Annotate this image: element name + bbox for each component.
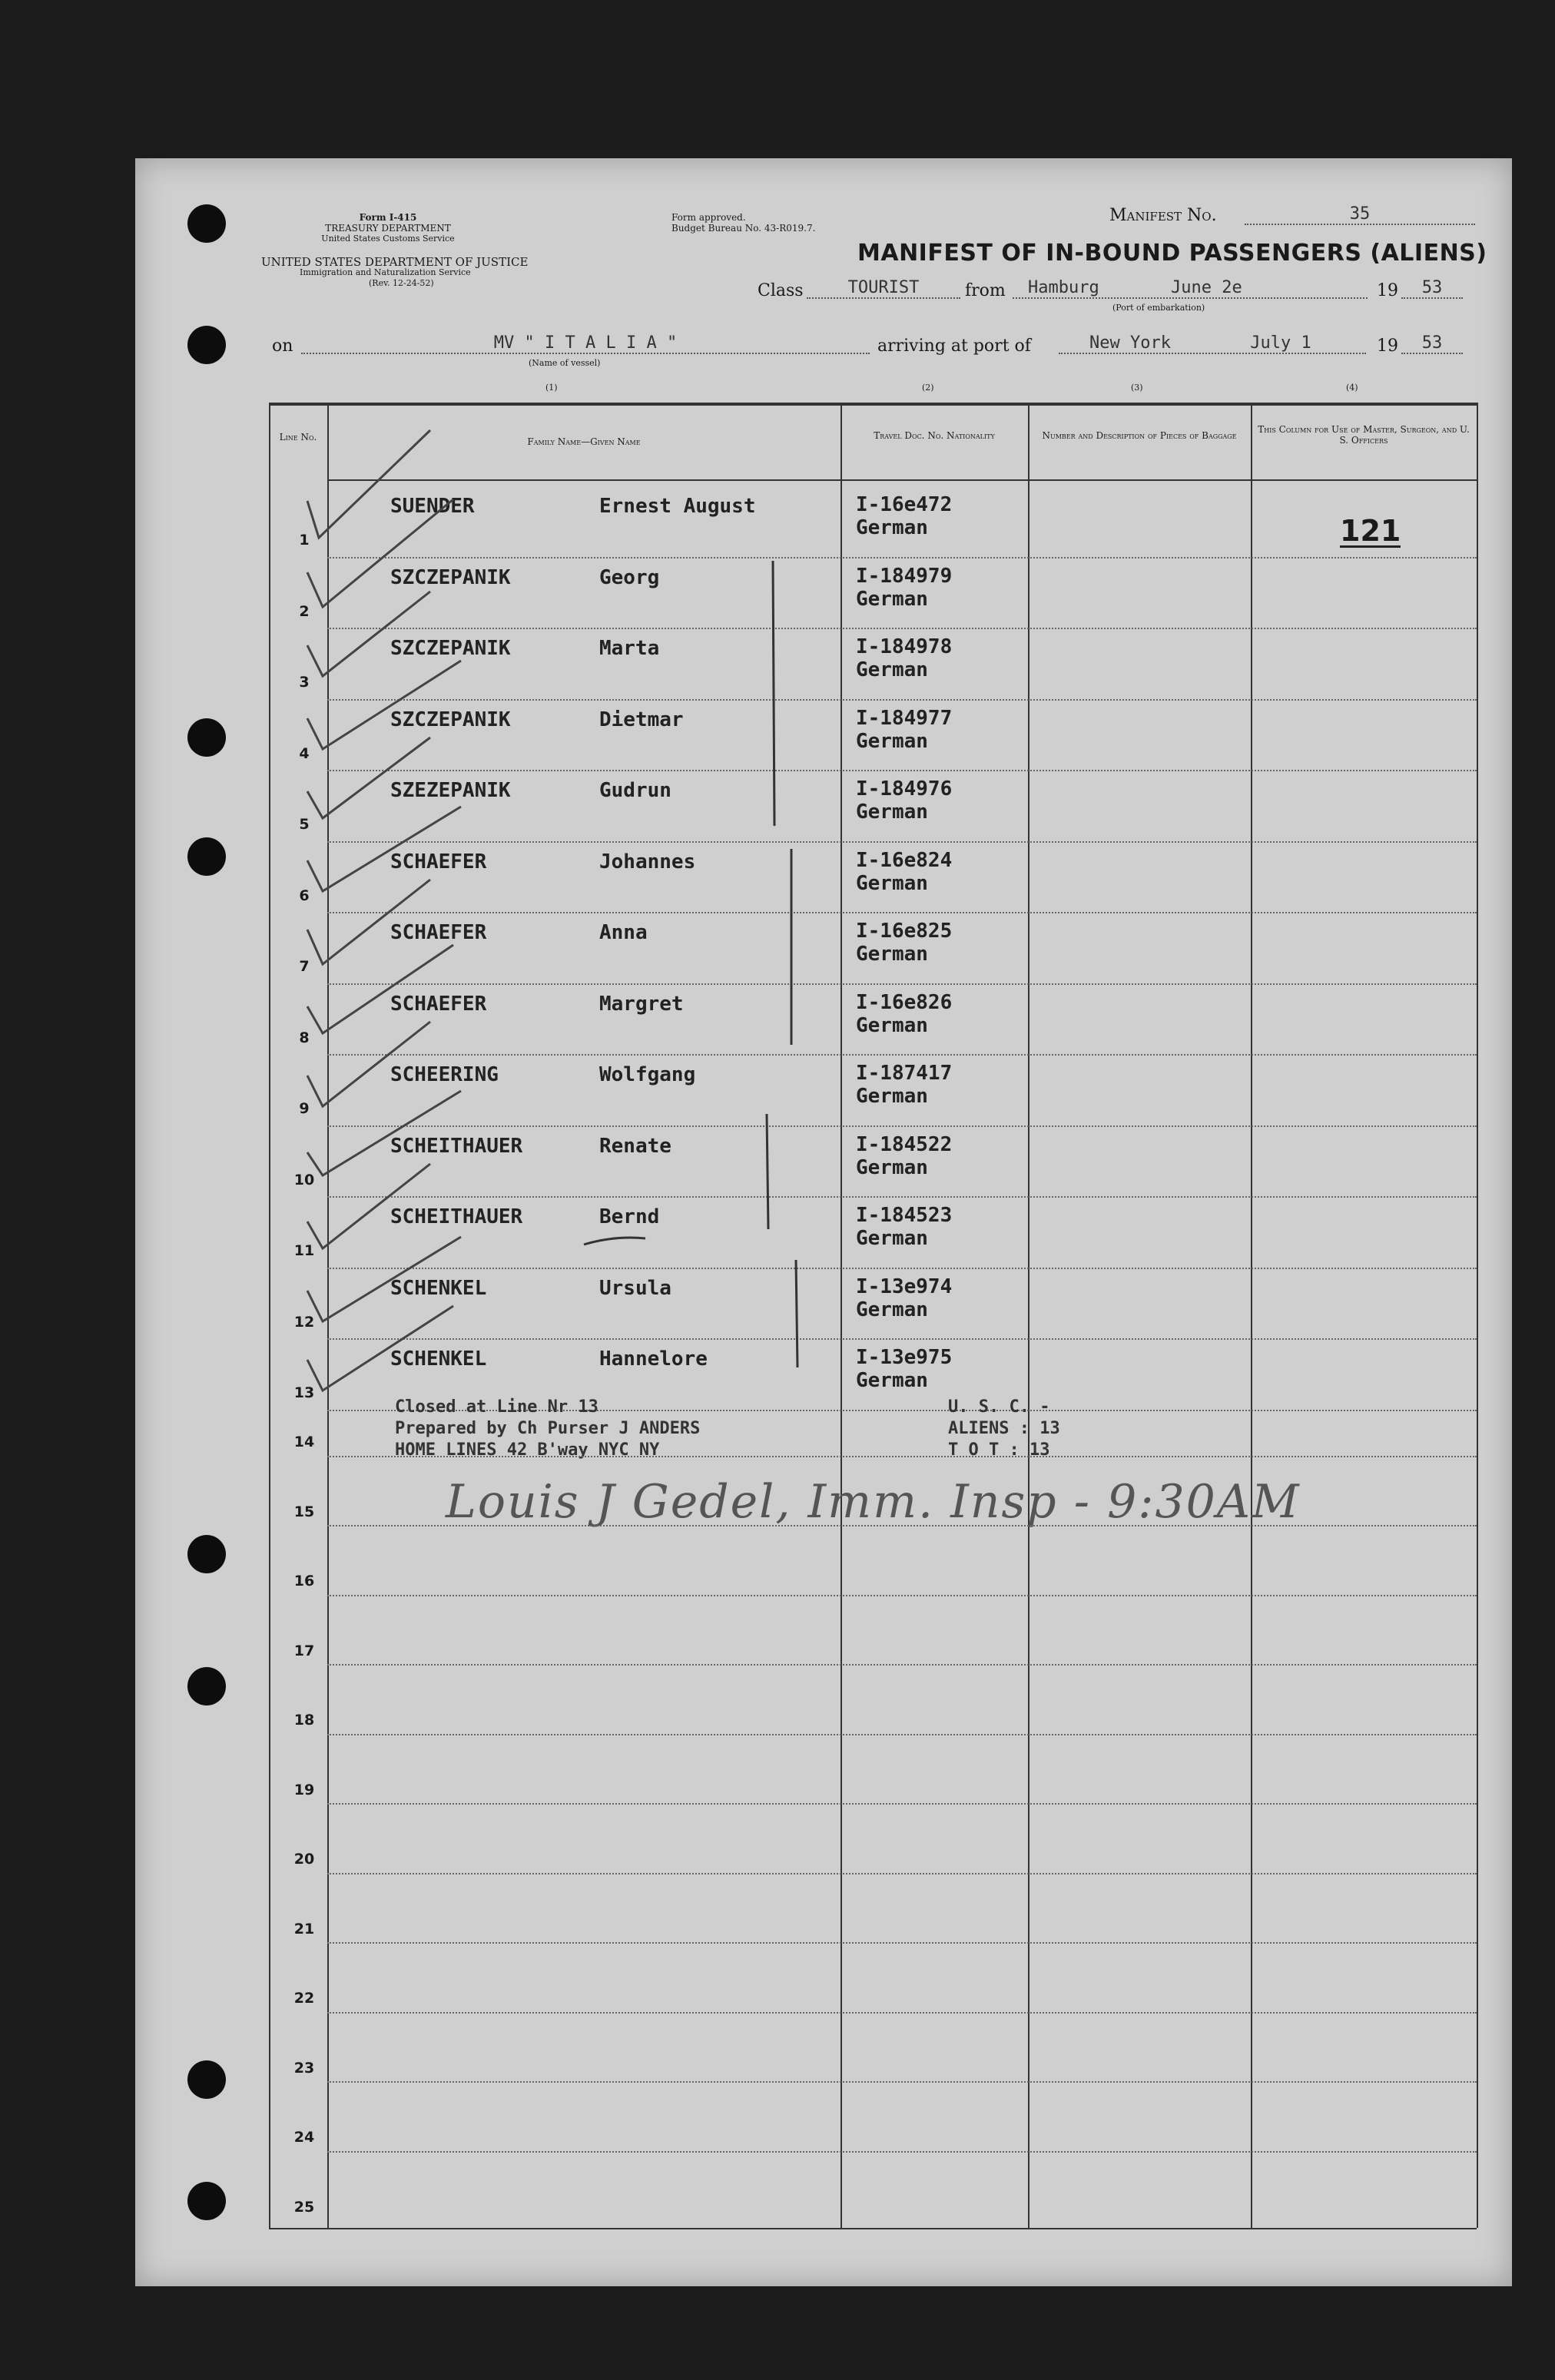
year2-value: 53 xyxy=(1401,333,1463,354)
family-name: SCHAEFER xyxy=(390,992,487,1016)
nationality: German xyxy=(856,729,928,753)
header-officers: This Column for Use of Master, Surgeon, and U. S. Officers xyxy=(1258,424,1470,446)
header-doc: Travel Doc. No. Nationality xyxy=(874,430,995,441)
travel-doc-no: I-184977 xyxy=(856,706,953,730)
customs-service: United States Customs Service xyxy=(321,234,455,244)
col-num-2: (2) xyxy=(922,383,934,393)
row-rule xyxy=(327,1803,1477,1805)
treasury-dept: TREASURY DEPARTMENT xyxy=(325,223,451,234)
embark-date: June 2e xyxy=(1170,278,1242,297)
travel-doc-no: I-187417 xyxy=(856,1062,953,1085)
row-rule xyxy=(327,1525,1477,1526)
col-num-4: (4) xyxy=(1346,383,1358,393)
given-name: Georg xyxy=(599,565,660,589)
manifest-title: MANIFEST OF IN-BOUND PASSENGERS (ALIENS) xyxy=(857,240,1487,267)
line-number: 4 xyxy=(299,744,310,762)
nationality: German xyxy=(856,1085,928,1108)
nationality: German xyxy=(856,943,928,966)
travel-doc-no: I-184523 xyxy=(856,1204,953,1227)
class-value: TOURIST xyxy=(807,278,960,299)
line-number: 7 xyxy=(299,958,310,975)
row-rule xyxy=(327,1734,1477,1735)
line-number: 18 xyxy=(293,1712,315,1729)
family-name: SCHENKEL xyxy=(390,1276,487,1300)
nationality: German xyxy=(856,1227,928,1250)
form-number: Form I-415 xyxy=(359,212,417,223)
travel-doc-no: I-184976 xyxy=(856,777,953,801)
line-number: 17 xyxy=(293,1642,315,1659)
vessel-caption: (Name of vessel) xyxy=(529,358,601,368)
family-name: SCHEITHAUER xyxy=(390,1205,523,1228)
family-name: SCHEERING xyxy=(390,1063,499,1086)
given-name: Ursula xyxy=(599,1276,671,1300)
nationality: German xyxy=(856,658,928,681)
from-port: Hamburg xyxy=(1028,278,1099,297)
line-number: 25 xyxy=(293,2198,315,2216)
line-number: 22 xyxy=(293,1990,315,2007)
family-name: SCHEITHAUER xyxy=(390,1134,523,1158)
travel-doc-no: I-16e826 xyxy=(856,990,953,1014)
line-number: 2 xyxy=(299,602,310,620)
given-name: Renate xyxy=(599,1134,671,1158)
family-name: SZCZEPANIK xyxy=(390,637,511,660)
form-approved: Form approved. xyxy=(671,212,746,223)
manifest-no: 35 xyxy=(1245,204,1475,225)
given-name: Gudrun xyxy=(599,779,671,802)
travel-doc-no: I-13e974 xyxy=(856,1275,953,1298)
year2-label: 19 xyxy=(1377,336,1398,356)
header-line-no: Line No. xyxy=(279,432,317,443)
line-number: 19 xyxy=(293,1781,315,1798)
col-num-1: (1) xyxy=(545,383,558,393)
line-number: 11 xyxy=(293,1242,315,1259)
usc-total: U. S. C. - xyxy=(948,1397,1050,1417)
ins-service: Immigration and Naturalization Service xyxy=(300,267,471,277)
row-rule xyxy=(327,1664,1477,1666)
row-rule xyxy=(327,1456,1477,1457)
year-label: 19 xyxy=(1377,281,1398,300)
port-caption: (Port of embarkation) xyxy=(1112,303,1205,313)
vessel-name: MV " I T A L I A " xyxy=(301,333,870,354)
line-number: 12 xyxy=(293,1313,315,1331)
row-rule xyxy=(327,2081,1477,2083)
closed-at-line: Closed at Line Nr 13 xyxy=(395,1397,598,1417)
nationality: German xyxy=(856,1369,928,1392)
inspector-signature: Louis J Gedel, Imm. Insp - 9:30AM xyxy=(446,1475,1301,1529)
given-name: Bernd xyxy=(599,1205,660,1228)
col-num-3: (3) xyxy=(1131,383,1143,393)
line-number: 20 xyxy=(293,1851,315,1868)
prepared-by: Prepared by Ch Purser J ANDERS xyxy=(395,1419,701,1438)
justice-dept: UNITED STATES DEPARTMENT OF JUSTICE xyxy=(261,255,529,269)
revision: (Rev. 12-24-52) xyxy=(369,278,434,288)
line-number: 13 xyxy=(293,1384,315,1401)
on-label: on xyxy=(272,336,293,356)
family-name: SZCZEPANIK xyxy=(390,565,511,589)
arrival-date: July 1 xyxy=(1250,333,1311,353)
header-baggage: Number and Description of Pieces of Baggage xyxy=(1042,430,1237,441)
family-name: SZEZEPANIK xyxy=(390,779,511,802)
nationality: German xyxy=(856,516,928,539)
arrival-port: New York xyxy=(1089,333,1171,353)
given-name: Hannelore xyxy=(599,1347,708,1371)
line-number: 9 xyxy=(299,1100,310,1117)
family-name: SCHENKEL xyxy=(390,1347,487,1371)
line-number: 8 xyxy=(299,1029,310,1046)
family-name: SUENDER xyxy=(390,495,475,518)
line-number: 14 xyxy=(293,1434,315,1450)
arriving-label: arriving at port of xyxy=(877,336,1031,356)
row-rule xyxy=(327,1942,1477,1944)
row-rule xyxy=(327,2151,1477,2153)
home-lines: HOME LINES 42 B'way NYC NY xyxy=(395,1440,660,1460)
manifest-no-label: Manifest No. xyxy=(1109,206,1217,225)
from-label: from xyxy=(965,281,1006,300)
header-name: Family Name—Given Name xyxy=(527,436,641,447)
year-value: 53 xyxy=(1401,278,1463,299)
row-rule xyxy=(327,2012,1477,2014)
family-brackets xyxy=(584,561,797,1367)
travel-doc-no: I-16e472 xyxy=(856,493,953,516)
line-number: 6 xyxy=(299,887,310,904)
line-number: 10 xyxy=(293,1171,315,1188)
travel-doc-no: I-16e824 xyxy=(856,848,953,872)
travel-doc-no: I-13e975 xyxy=(856,1346,953,1369)
aliens-total: ALIENS : 13 xyxy=(948,1419,1060,1438)
travel-doc-no: I-16e825 xyxy=(856,920,953,943)
nationality: German xyxy=(856,587,928,611)
line-number: 5 xyxy=(299,816,310,833)
row-rule xyxy=(327,1873,1477,1874)
nationality: German xyxy=(856,1155,928,1179)
travel-doc-no: I-184522 xyxy=(856,1132,953,1156)
given-name: Dietmar xyxy=(599,708,684,731)
row-rule xyxy=(327,1595,1477,1596)
nationality: German xyxy=(856,801,928,824)
line-number: 1 xyxy=(299,532,310,549)
travel-doc-no: I-184978 xyxy=(856,635,953,658)
nationality: German xyxy=(856,1298,928,1321)
check-marks xyxy=(307,430,461,1391)
stamp-number: 121 xyxy=(1340,514,1401,548)
totals-block xyxy=(948,1397,1060,1461)
budget-bureau: Budget Bureau No. 43-R019.7. xyxy=(671,223,816,234)
given-name: Ernest August xyxy=(599,495,756,518)
line-number: 23 xyxy=(293,2059,315,2077)
line-number: 15 xyxy=(293,1503,315,1520)
line-number: 24 xyxy=(293,2129,315,2146)
given-name: Margret xyxy=(599,992,684,1016)
nationality: German xyxy=(856,1013,928,1037)
given-name: Marta xyxy=(599,637,660,660)
travel-doc-no: I-184979 xyxy=(856,564,953,588)
line-number: 21 xyxy=(293,1920,315,1937)
family-name: SCHAEFER xyxy=(390,850,487,873)
grand-total: T O T : 13 xyxy=(948,1440,1050,1460)
given-name: Anna xyxy=(599,921,648,944)
class-label: Class xyxy=(758,281,804,300)
line-number: 16 xyxy=(293,1573,315,1589)
given-name: Johannes xyxy=(599,850,696,873)
closing-block xyxy=(395,1397,700,1461)
family-name: SCHAEFER xyxy=(390,921,487,944)
family-name: SZCZEPANIK xyxy=(390,708,511,731)
given-name: Wolfgang xyxy=(599,1063,696,1086)
line-number: 3 xyxy=(299,674,310,691)
nationality: German xyxy=(856,871,928,895)
